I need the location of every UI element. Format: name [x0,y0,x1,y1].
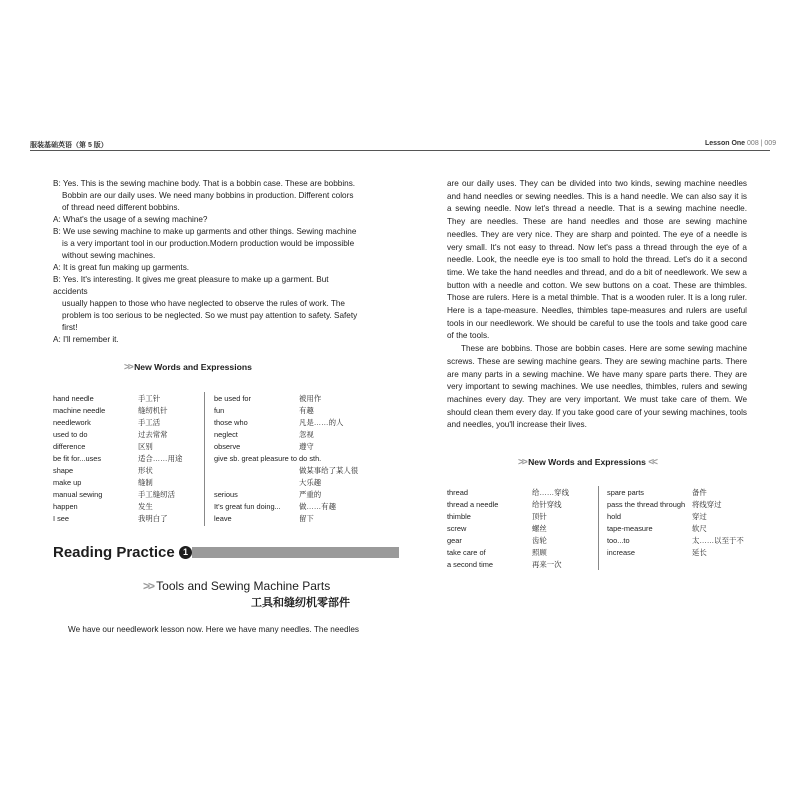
section-title-zh: 工具和缝纫机零部件 [251,597,350,609]
vocab-term: serious [214,490,238,499]
vocab-term: observe [214,442,241,451]
vocab-row [447,547,597,559]
vocab-term: be fit for...uses [53,454,102,463]
vocab-row [214,405,364,417]
vocab-term: needlework [53,418,91,427]
vocab-row [607,535,757,547]
header-divider [30,150,770,151]
vocab-row [53,465,203,477]
reading-intro [68,624,368,637]
vocab-translation: 穿过 [692,512,707,521]
vocab-translation: 给针穿线 [532,500,562,509]
vocab-translation: 留下 [299,514,314,523]
page-numbers: 008 | 009 [747,140,777,147]
dialogue-line: B: Yes. It's interesting. It gives me great pleasure to make up a garment. But accidents [53,275,329,296]
vocab-translation: 形状 [138,466,153,475]
vocab-table-right-col2 [607,487,757,559]
dialogue-line: A: I'll remember it. [53,335,119,344]
vocab-translation: 照顾 [532,548,547,557]
vocab-row [53,501,203,513]
vocab-row [53,513,203,525]
vocab-term: take care of [447,548,486,557]
vocab-translation: 发生 [138,502,153,511]
vocab-term: increase [607,548,635,557]
dialogue-turn [53,334,358,346]
dialogue-line: B: We use sewing machine to make up garments and other things. Sewing machine [53,227,357,236]
section-title-en-text: Tools and Sewing Machine Parts [156,579,331,593]
vocab-translation: 螺丝 [532,524,547,533]
vocab-translation: 严重的 [299,490,322,499]
vocab-translation: 我明白了 [138,514,168,523]
vocab-row [447,511,597,523]
vocab-translation: 被用作 [299,394,322,403]
dialogue-turn [53,214,358,226]
vocab-term: tape-measure [607,524,653,533]
vocab-translation: 大乐趣 [299,478,322,487]
vocab-row [53,393,203,405]
vocab-row [447,523,597,535]
vocab-term: I see [53,514,70,523]
vocab-translation: 再来一次 [532,560,562,569]
vocab-term: spare parts [607,488,644,497]
dialogue-turn [53,226,358,262]
reading-number-badge: 1 [179,546,192,559]
double-chevron-right-icon: >> [518,457,526,468]
vocab-table-left-col2 [214,393,364,525]
dialogue-line: usually happen to those who have neglected to observe the rules of work. The [62,299,345,308]
vocab-term: manual sewing [53,490,103,499]
vocab-translation: 给……穿线 [532,488,569,497]
vocab-translation: 有趣 [299,406,314,415]
vocab-row [53,441,203,453]
vocab-translation: 备件 [692,488,707,497]
vocab-row [214,453,364,465]
section-title-en [143,579,330,593]
dialogue-line: A: It is great fun making up garments. [53,263,190,272]
vocab-row [53,453,203,465]
vocab-translation: 忽视 [299,430,314,439]
paragraph: These are bobbins. Those are bobbin cases. Here are some sewing machine screws. These are sewing machine gears. They are sewing machine parts. There are many parts in a sewing machine. We have many spare parts there. They are very important to sewing machines. We use needles, thimbles, rulers and sewing machines every day. They are very important. We must take care of them. We should clean them every day. If you take good care of your sewing machines, tools and needles, you'll increase their lives. [447,344,747,430]
dialogue-line: Bobbin are our daily uses. We need many bobbins in production. Different colors [62,191,354,200]
vocab-term: leave [214,514,232,523]
vocab-row [214,513,364,525]
vocab-term: thread a needle [447,500,499,509]
vocab-term: hold [607,512,621,521]
vocab-translation: 缝纫机针 [138,406,168,415]
vocab-row [447,535,597,547]
reading-intro-text: We have our needlework lesson now. Here we have many needles. The needles [68,625,359,634]
vocab-row [214,501,364,513]
dialogue [53,178,358,346]
dialogue-line: is a very important tool in our production.Modern production would be impossible [62,239,355,248]
vocab-translation: 手工缝纫活 [138,490,175,499]
vocab-row [607,499,757,511]
vocab-row [447,499,597,511]
vocab-term: difference [53,442,86,451]
vocab-term: screw [447,524,467,533]
vocab-row [447,487,597,499]
vocab-translation: 适合……用途 [138,454,183,463]
vocab-translation: 凡是……的人 [299,418,344,427]
double-chevron-right-icon: >> [143,579,154,593]
vocab-translation: 缝制 [138,478,153,487]
book-title: 服装基础英语（第 5 版） [30,142,108,149]
vocab-term: thread [447,488,468,497]
vocab-row [214,429,364,441]
lesson-label: Lesson One [705,140,746,147]
vocab-term: fun [214,406,225,415]
dialogue-line: without sewing machines. [62,251,156,260]
vocab-translation: 手工针 [138,394,161,403]
vocab-translation: 区别 [138,442,153,451]
dialogue-turn [53,178,358,214]
vocab-term: be used for [214,394,251,403]
vocab-term: a second time [447,560,494,569]
dialogue-turn [53,274,358,334]
vocab-term: used to do [53,430,88,439]
vocab-row [447,559,597,571]
vocab-term: neglect [214,430,238,439]
new-words-heading-right [518,457,656,468]
vocab-divider [598,486,599,570]
vocab-translation: 过去常常 [138,430,168,439]
vocab-table-right-col1 [447,487,597,571]
vocab-row [607,511,757,523]
page-header-right [705,140,776,147]
vocab-term: pass the thread through [607,500,686,509]
vocab-translation: 做……有趣 [299,502,336,511]
dialogue-line: problem is too serious to be neglected. So we must pay attention to safety. Safety first! [62,311,358,332]
vocab-term: thimble [447,512,471,521]
reading-body [447,178,747,432]
reading-practice-title: Reading Practice [53,544,175,561]
vocab-table-left-col1 [53,393,203,525]
vocab-translation: 延长 [692,548,707,557]
new-words-heading-text: New Words and Expressions [528,457,646,467]
double-chevron-right-icon: >> [124,362,132,373]
vocab-term: hand needle [53,394,94,403]
vocab-translation: 齿轮 [532,536,547,545]
vocab-term: too...to [607,536,630,545]
vocab-translation: 手工活 [138,418,161,427]
vocab-row [214,393,364,405]
reading-banner-bar [192,547,399,558]
vocab-row [53,405,203,417]
vocab-row [214,465,364,477]
vocab-translation: 软尺 [692,524,707,533]
vocab-row [214,489,364,501]
vocab-term: those who [214,418,248,427]
vocab-translation: 太……以至于不 [692,536,744,545]
vocab-row [214,441,364,453]
vocab-translation: 顶针 [532,512,547,521]
dialogue-line: B: Yes. This is the sewing machine body. That is a bobbin case. These are bobbins. [53,179,356,188]
double-chevron-left-icon: << [648,457,656,468]
vocab-term: It's great fun doing... [214,502,281,511]
vocab-term: machine needle [53,406,106,415]
vocab-term: make up [53,478,82,487]
vocab-term: give sb. great pleasure to do sth. [214,454,322,463]
paragraph: are our daily uses. They can be divided into two kinds, sewing machine needles and hand needles or sewing needles. This is a hand needle. We can also say it is a sewing needle. Now let's thread a needle. That is a sewing machine needle. They are needles. These are hand needles and those are sewing machine needles. They are very nice. They are sharp and pointed. The eye of a needle is very small. It's not easy to thread. Now let's pass a thread through the eye of a needle. Look, the needle eye is too small to hold the thread. Let's do it a second time. We take the hand needles and thread, and do a bit of needlework. We sew a button with a needle and cotton. We sew buttons on a coat. These are thimbles. Those are rulers. Here is a metal thimble. That is a wooden ruler. It is a long ruler. Here is a tape-measure. Needles, thimbles tape-measures and rulers are useful tools in our needlework. We should be careful to use the tools and take good care of the tools. [447,179,747,341]
vocab-row [53,489,203,501]
vocab-row [53,477,203,489]
vocab-translation: 做某事给了某人很 [299,466,359,475]
vocab-term: shape [53,466,74,475]
vocab-term: gear [447,536,462,545]
vocab-row [214,417,364,429]
dialogue-line: of thread need different bobbins. [62,203,180,212]
vocab-translation: 遵守 [299,442,314,451]
vocab-divider [204,392,205,526]
new-words-heading-left [124,362,252,373]
new-words-heading-text: New Words and Expressions [134,362,252,372]
vocab-translation: 将线穿过 [692,500,722,509]
dialogue-turn [53,262,358,274]
vocab-row [607,487,757,499]
vocab-row [53,429,203,441]
vocab-row [607,523,757,535]
vocab-row [214,477,364,489]
vocab-term: happen [53,502,78,511]
dialogue-line: A: What's the usage of a sewing machine? [53,215,208,224]
vocab-row [607,547,757,559]
vocab-row [53,417,203,429]
